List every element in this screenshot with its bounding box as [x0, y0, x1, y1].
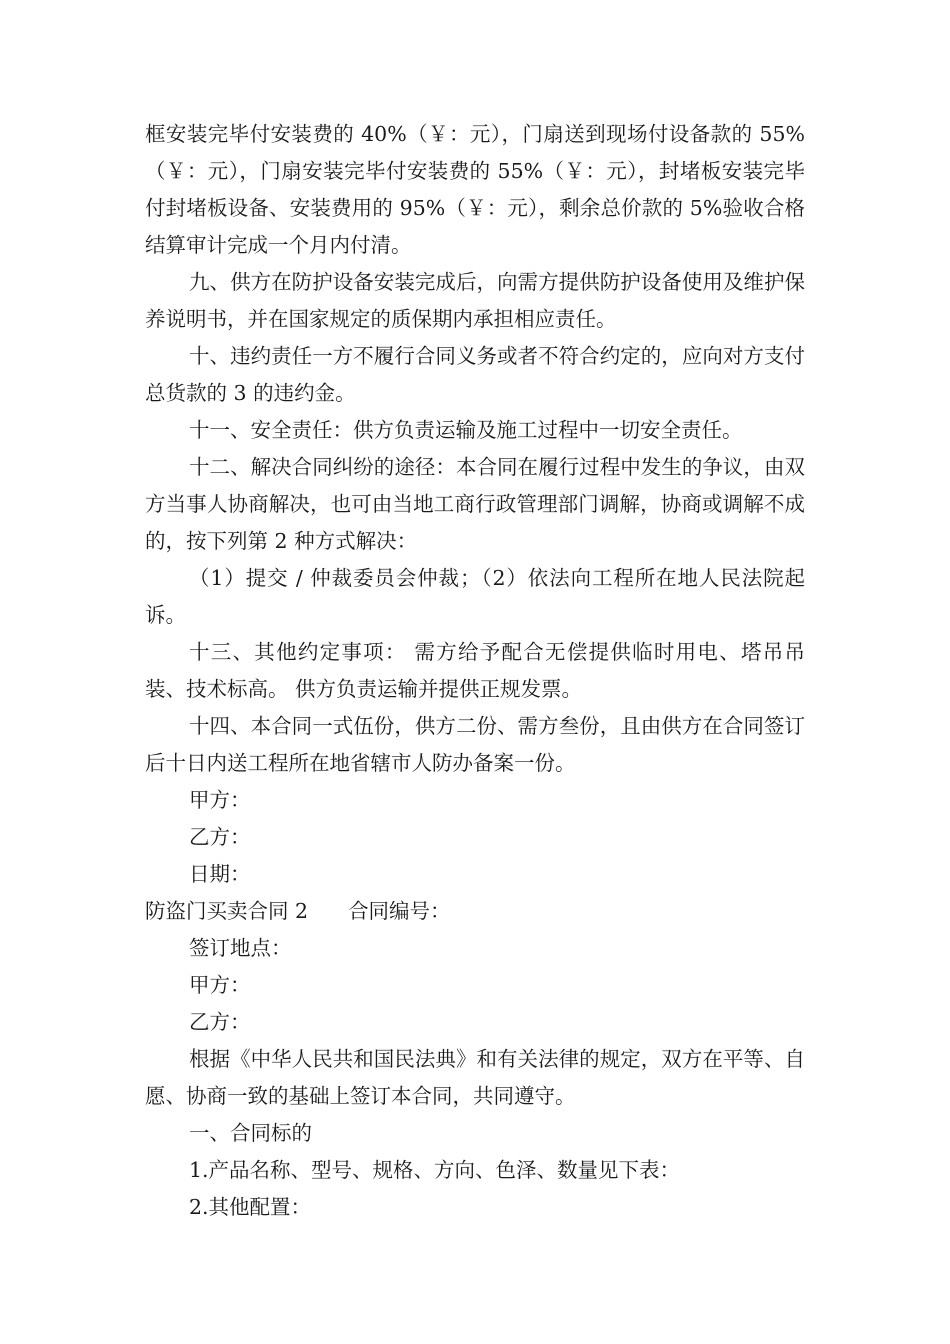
contract-number-label: 合同编号：	[348, 899, 451, 923]
clause-11: 十一、安全责任：供方负责运输及施工过程中一切安全责任。	[189, 418, 743, 442]
item-1: 1.产品名称、型号、规格、方向、色泽、数量见下表：	[189, 1158, 681, 1182]
clause-14: 十四、本合同一式伍份，供方二份、需方叁份，且由供方在合同签订后十日内送工程所在地省辖市人防办备案一份。	[145, 714, 805, 775]
contract-heading-line	[145, 893, 805, 930]
party-b-label-2: 乙方：	[189, 1010, 251, 1034]
date-label: 日期：	[189, 862, 251, 886]
party-a-label: 甲方：	[189, 788, 251, 812]
clause-10: 十、违约责任一方不履行合同义务或者不符合约定的，应向对方支付总货款的 3 的违约金。	[145, 344, 805, 405]
party-a-label-2: 甲方：	[189, 973, 251, 997]
clause-13: 十三、其他约定事项： 需方给予配合无偿提供临时用电、塔吊吊装、技术标高。 供方负责运输并提供正规发票。	[145, 640, 805, 701]
contract-title: 防盗门买卖合同 2	[145, 899, 309, 923]
section-1-heading: 一、合同标的	[189, 1121, 312, 1145]
clause-12: 十二、解决合同纠纷的途径：本合同在履行过程中发生的争议，由双方当事人协商解决，也可由当地工商行政管理部门调解，协商或调解不成的，按下列第 2 种方式解决：	[145, 455, 805, 553]
party-b-label: 乙方：	[189, 825, 251, 849]
item-2: 2.其他配置：	[189, 1195, 312, 1219]
dispute-options: （1）提交 / 仲裁委员会仲裁；（2）依法向工程所在地人民法院起诉。	[145, 566, 805, 627]
clause-9: 九、供方在防护设备安装完成后，向需方提供防护设备使用及维护保养说明书，并在国家规定的质保期内承担相应责任。	[145, 270, 805, 331]
payment-terms-paragraph: 框安装完毕付安装费的 40%（￥：元），门扇送到现场付设备款的 55%（￥：元），门扇安装完毕付安装费的 55%（￥：元），封堵板安装完毕付封堵板设备、安装费用的 95%（￥：元），剩余总价款的 5%验收合格结算审计完成一个月内付清。	[145, 122, 805, 257]
document-body	[145, 116, 805, 1226]
signing-location-label: 签订地点：	[189, 936, 292, 960]
preamble-paragraph: 根据《中华人民共和国民法典》和有关法律的规定，双方在平等、自愿、协商一致的基础上签订本合同，共同遵守。	[145, 1047, 805, 1108]
